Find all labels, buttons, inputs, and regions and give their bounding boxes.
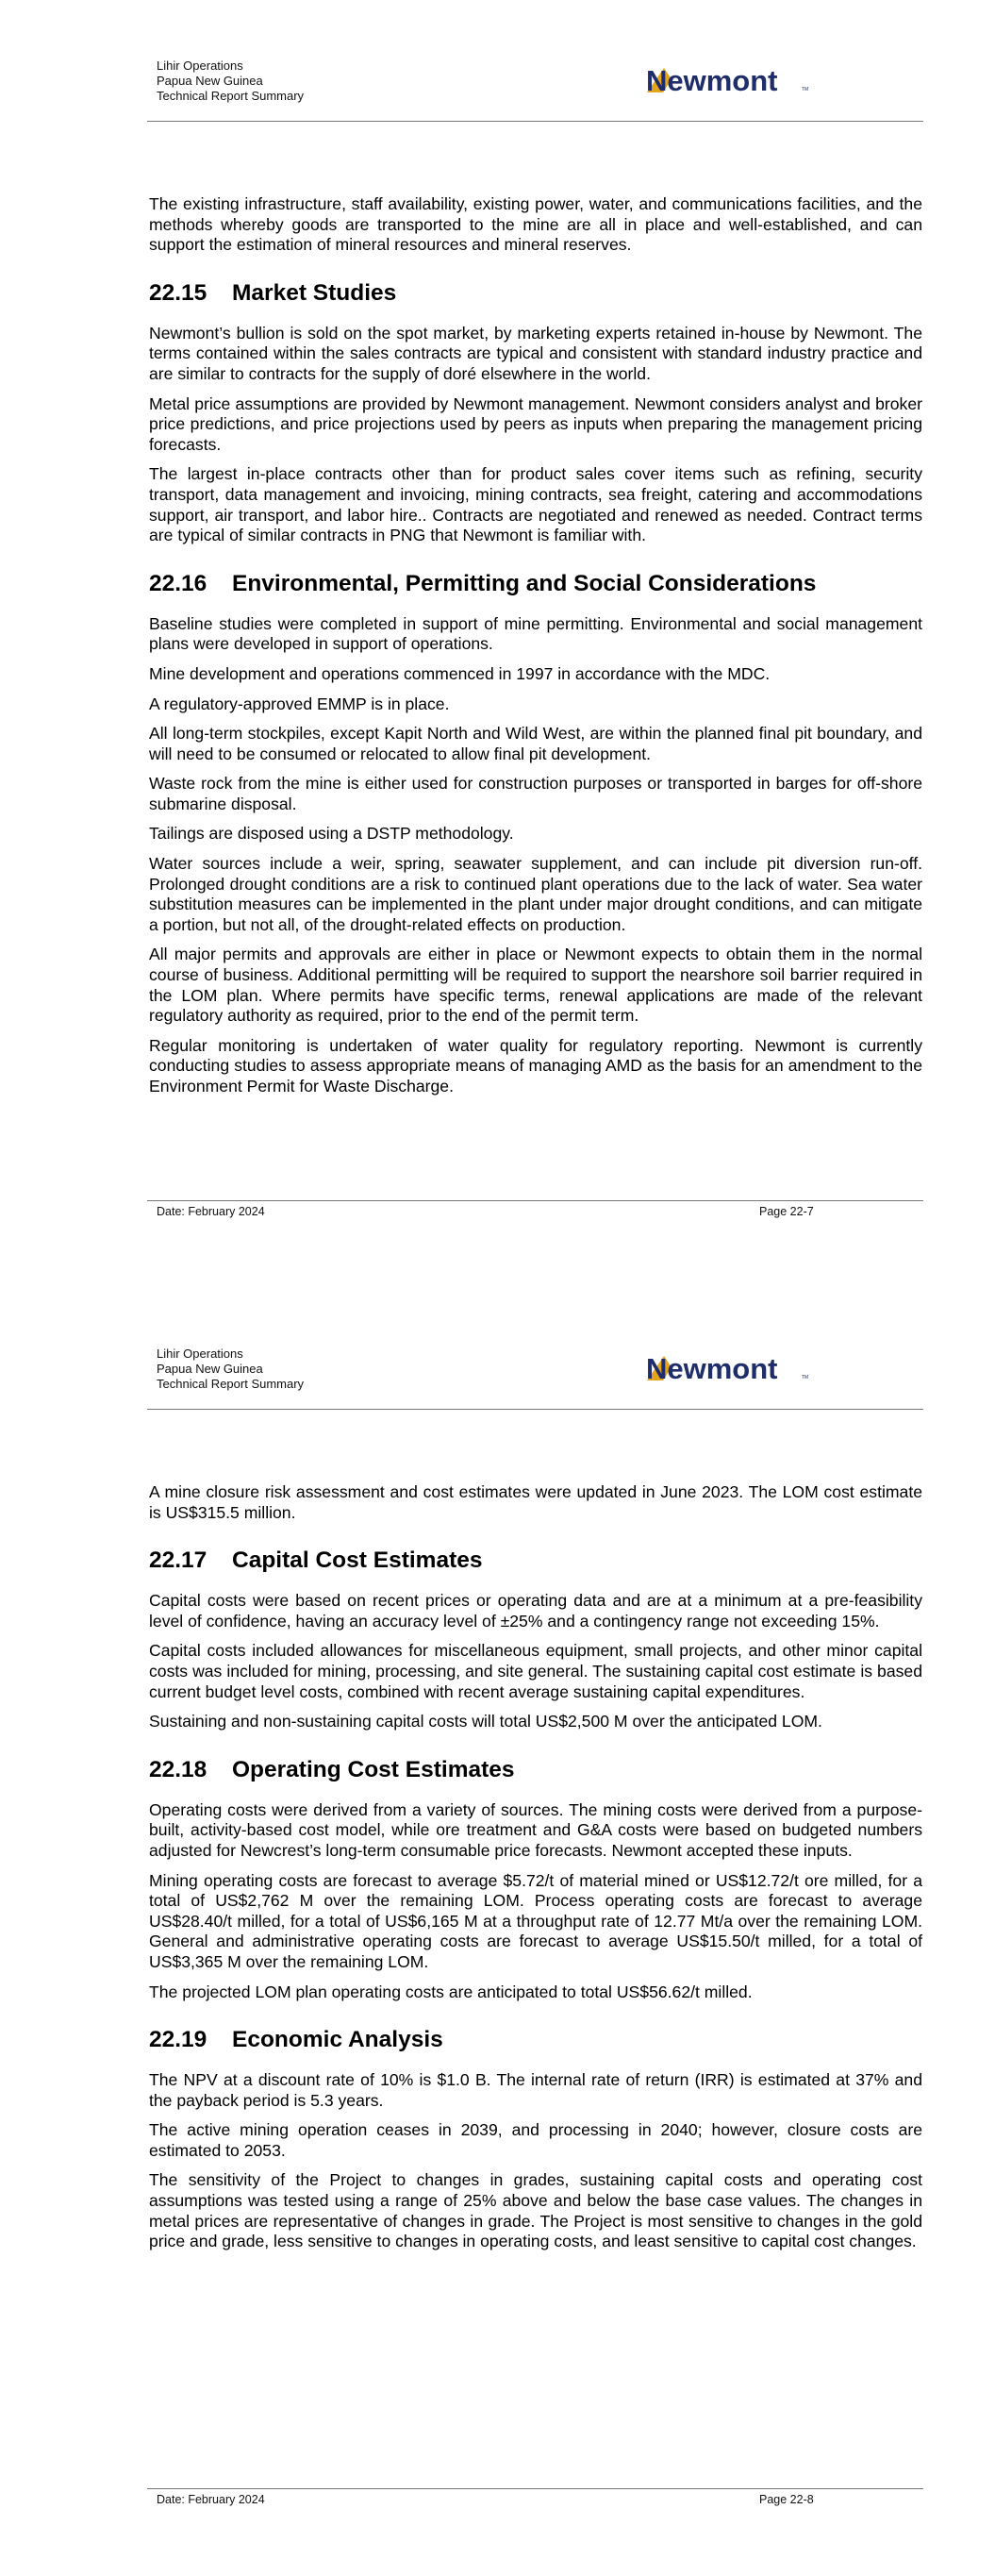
header-info — [157, 59, 304, 104]
section-title: Operating Cost Estimates — [232, 1756, 515, 1782]
section-number: 22.19 — [149, 2027, 207, 2053]
logo-wordmark: Newmont — [646, 1352, 778, 1384]
section-title: Market Studies — [232, 279, 397, 306]
paragraph: Water sources include a weir, spring, seawater supplement, and can include pit diversion run-off. Prolonged drought conditions are a risk to continued plant operations due to the lack of water. Sea water substitution measures can be implemented in the plant under major drought conditions, and can mitigate a portion, but not all, of the drought-related effects on production. — [149, 854, 922, 934]
paragraph: Sustaining and non-sustaining capital costs will total US$2,500 M over the anticipated LOM. — [149, 1712, 822, 1731]
header-company: Lihir Operations — [157, 59, 243, 73]
header-report: Technical Report Summary — [157, 89, 305, 103]
paragraph: The largest in-place contracts other than for product sales cover items such as refining, security transport, data management and invoicing, mining contracts, sea freight, catering and accommodations support, air transport, and labor hire.. Contracts are negotiated and renewed as needed. Contract terms are typical of similar contracts in PNG that Newmont is familiar with. — [149, 464, 922, 545]
footer-page-number: Page 22-7 — [759, 1205, 814, 1218]
header-rule — [147, 1409, 923, 1410]
section-number: 22.18 — [149, 1756, 207, 1782]
section-heading — [149, 571, 922, 597]
paragraph: Baseline studies were completed in support of mine permitting. Environmental and social management plans were developed in support of operations. — [149, 613, 922, 654]
paragraph: The sensitivity of the Project to changes in grades, sustaining capital costs and operating cost assumptions was tested using a range of 25% above and below the base case values. The changes in metal prices are representative of changes in grade. The Project is most sensitive to changes in the gold price and grade, less sensitive to changes in operating costs, and least sensitive to capital cost changes. — [149, 2170, 922, 2251]
paragraph: Regular monitoring is undertaken of water quality for regulatory reporting. Newmont is currently conducting studies to assess appropriate means of managing AMD as the basis for an amendment to the Environment Permit for Waste Discharge. — [149, 1035, 922, 1096]
section-number: 22.17 — [149, 1547, 207, 1574]
header-info — [157, 1347, 304, 1392]
header-report: Technical Report Summary — [157, 1377, 305, 1391]
newmont-logo — [643, 1350, 813, 1384]
paragraph: The projected LOM plan operating costs are anticipated to total US$56.62/t milled. — [149, 1982, 753, 2001]
section-number: 22.15 — [149, 279, 207, 306]
paragraph: Capital costs included allowances for miscellaneous equipment, small projects, and other minor capital costs was included for mining, processing, and site general. The sustaining capital cost estimate is based current budget level costs, combined with recent average sustaining capital expenditures. — [149, 1641, 922, 1701]
section-title: Economic Analysis — [232, 2027, 443, 2053]
footer-date: Date: February 2024 — [157, 1205, 265, 1218]
paragraph: Newmont’s bullion is sold on the spot market, by marketing experts retained in-house by Newmont. The terms contained within the sales contracts are typical and consistent with standard industry practice and are similar to contracts for the supply of doré elsewhere in the world. — [149, 323, 922, 383]
paragraph: Operating costs were derived from a variety of sources. The mining costs were derived from a purpose-built, activity-based cost model, while ore treatment and G&A costs were based on budgeted numbers adjusted for Newcrest’s long-term consumable price forecasts. Newmont accepted these inputs. — [149, 1799, 922, 1860]
paragraph: A mine closure risk assessment and cost estimates were updated in June 2023. The LOM cost estimate is US$315.5 million. — [149, 1482, 922, 1522]
header-country: Papua New Guinea — [157, 74, 263, 88]
section-heading — [149, 1757, 922, 1783]
section-number: 22.16 — [149, 570, 207, 596]
paragraph: The existing infrastructure, staff availability, existing power, water, and communications facilities, and the methods whereby goods are transported to the mine are all in place and well-established, and can support the estimation of mineral resources and mineral reserves. — [149, 194, 922, 255]
header-rule — [147, 121, 923, 122]
header-company: Lihir Operations — [157, 1347, 243, 1361]
page-body — [149, 194, 922, 1107]
page-body — [149, 1482, 922, 2262]
logo-trademark: TM — [802, 87, 809, 92]
paragraph: Mining operating costs are forecast to average $5.72/t of material mined or US$12.72/t ore milled, for a total of US$2,762 M over the remaining LOM. Process operating costs are forecast to average US$28.40/t milled, for a total of US$6,165 M at a throughput rate of 12.77 Mt/a over the remaining LOM. General and administrative operating costs are forecast to average US$15.50/t milled, for a total of US$3,365 M over the remaining LOM. — [149, 1870, 922, 1971]
footer-date: Date: February 2024 — [157, 2493, 265, 2506]
paragraph: A regulatory-approved EMMP is in place. — [149, 694, 450, 713]
header-country: Papua New Guinea — [157, 1362, 263, 1376]
paragraph: Waste rock from the mine is either used for construction purposes or transported in barges for off-shore submarine disposal. — [149, 774, 922, 813]
newmont-logo — [643, 62, 813, 96]
paragraph: Tailings are disposed using a DSTP methodology. — [149, 824, 514, 844]
page-2 — [0, 1288, 995, 2576]
paragraph: Metal price assumptions are provided by Newmont management. Newmont considers analyst and broker price predictions, and price projections used by peers as inputs when preparing the management pricing forecasts. — [149, 393, 922, 454]
paragraph: All major permits and approvals are either in place or Newmont expects to obtain them in the normal course of business. Additional permitting will be required to support the nearshore soil barrier required in the LOM plan. Where permits have specific terms, renewal applications are made of the relevant regulatory authority as required, prior to the end of the permit term. — [149, 945, 922, 1026]
section-heading — [149, 280, 922, 307]
logo-trademark: TM — [802, 1375, 809, 1380]
footer-page-number: Page 22-8 — [759, 2493, 814, 2506]
section-title: Environmental, Permitting and Social Considerations — [232, 570, 817, 596]
footer-rule — [147, 1200, 923, 1201]
paragraph: Capital costs were based on recent prices or operating data and are at a minimum at a pre-feasibility level of confidence, having an accuracy level of ±25% and a contingency range not exceeding 15%. — [149, 1591, 922, 1631]
paragraph: All long-term stockpiles, except Kapit North and Wild West, are within the planned final pit boundary, and will need to be consumed or relocated to allow final pit development. — [149, 724, 922, 763]
section-title: Capital Cost Estimates — [232, 1547, 483, 1574]
paragraph: The NPV at a discount rate of 10% is $1.0 B. The internal rate of return (IRR) is estimated at 37% and the payback period is 5.3 years. — [149, 2070, 922, 2110]
logo-wordmark: Newmont — [646, 64, 778, 96]
footer-rule — [147, 2488, 923, 2489]
paragraph: Mine development and operations commenced in 1997 in accordance with the MDC. — [149, 663, 771, 683]
paragraph: The active mining operation ceases in 2039, and processing in 2040; however, closure costs are estimated to 2053. — [149, 2120, 922, 2160]
section-heading — [149, 2027, 922, 2053]
section-heading — [149, 1547, 922, 1574]
